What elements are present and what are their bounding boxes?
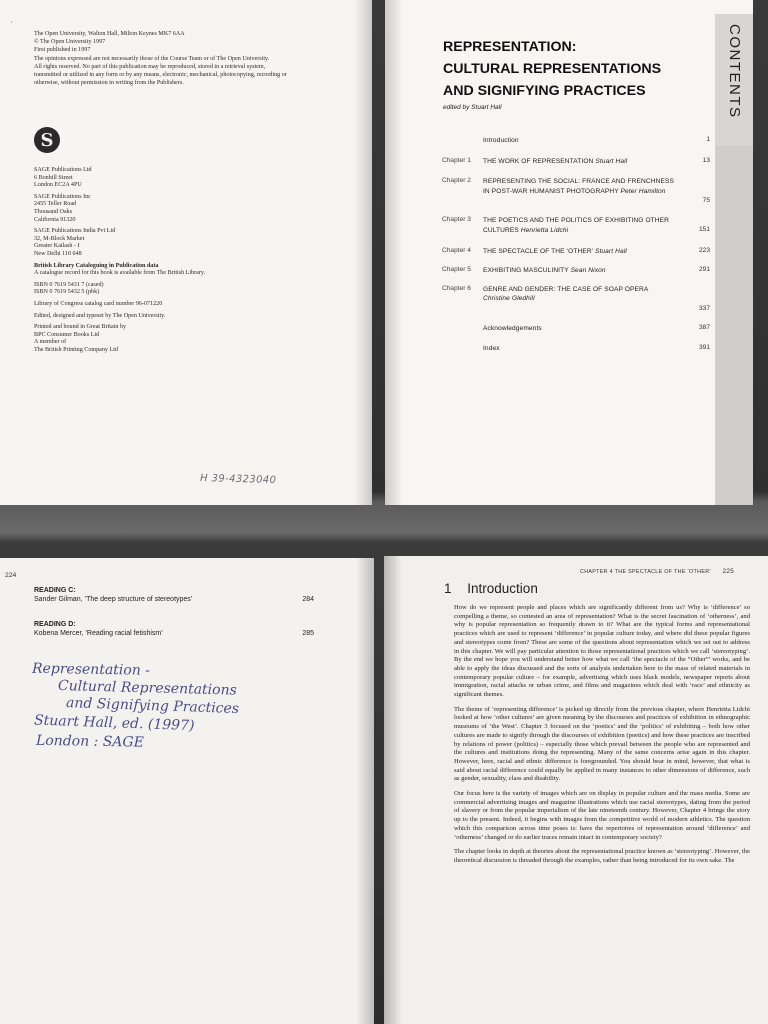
book-title bbox=[443, 36, 713, 102]
body-text bbox=[454, 604, 750, 872]
toc-entry bbox=[442, 136, 710, 146]
printed-line: BPC Consumer Books Ltd bbox=[34, 331, 100, 338]
toc-chapter-label: Chapter 6 bbox=[442, 284, 471, 292]
section-title: Introduction bbox=[467, 581, 538, 596]
publisher-block bbox=[34, 167, 294, 354]
imprint-line: All rights reserved. No part of this publication may be reproduced, stored in a retrieval system, transmitted or utilized in any form or by any means, electronic, mechanical, photocopying, recording or otherwise, without permission in writing from the Publishers. bbox=[34, 63, 287, 87]
toc-title bbox=[483, 285, 680, 304]
address-line: London EC2A 4PU bbox=[34, 182, 82, 189]
toc-page-number: 391 bbox=[698, 344, 710, 352]
contents-side-label: CONTENTS bbox=[726, 24, 743, 119]
address-line: 32, M-Block Market bbox=[34, 235, 85, 242]
toc-author: Peter Hamilton bbox=[620, 187, 666, 195]
printed-line: Printed and bound in Great Britain by bbox=[34, 324, 127, 331]
sage-logo-icon: S bbox=[34, 127, 60, 153]
imprint-line: The Open University, Walton Hall, Milton Keynes MK7 6AA bbox=[34, 31, 185, 37]
reading-title: Sander Gilman, ‘The deep structure of stereotypes’ bbox=[34, 596, 193, 603]
toc-title bbox=[483, 216, 680, 235]
toc-page-number: 151 bbox=[698, 226, 710, 234]
imprint-block bbox=[34, 30, 292, 87]
printed-line: The British Printing Company Ltd bbox=[34, 346, 118, 353]
address-line: SAGE Publications Inc bbox=[34, 193, 91, 200]
address-line: California 91320 bbox=[34, 216, 76, 223]
page-number: 225 bbox=[722, 568, 735, 575]
toc-author: Henrietta Lidchi bbox=[520, 226, 569, 234]
toc-entry bbox=[442, 324, 710, 334]
handwritten-line: Cultural Representations bbox=[57, 677, 237, 699]
gutter-shadow bbox=[385, 0, 403, 505]
cip-heading: British Library Cataloguing in Publication data bbox=[34, 262, 159, 269]
cip-text: A catalogue record for this book is available from The British Library. bbox=[34, 270, 206, 277]
toc-entry bbox=[442, 344, 710, 354]
handwritten-line: Stuart Hall, ed. (1997) bbox=[33, 712, 195, 735]
toc-chapter-label: Chapter 5 bbox=[442, 265, 471, 273]
address-line: Greater Kailash - I bbox=[34, 243, 80, 250]
running-head bbox=[580, 568, 734, 575]
page-number: 224 bbox=[5, 572, 17, 579]
gutter-shadow bbox=[356, 558, 374, 1024]
toc-entry bbox=[442, 177, 710, 204]
gutter-shadow bbox=[354, 0, 372, 505]
publisher-address-uk bbox=[34, 167, 294, 190]
toc-title-text: Introduction bbox=[483, 137, 519, 144]
paragraph: The chapter looks in depth at theories about the representational practice known as ‘stereotyping’. However, the theoretical discussion is threaded through the examples, rather than being introduced for its own sake. The bbox=[454, 848, 750, 864]
toc-title-text: Acknowledgements bbox=[483, 324, 542, 332]
toc-page-number: 13 bbox=[702, 156, 710, 164]
toc-page-number: 1 bbox=[706, 136, 710, 143]
paragraph: The theme of ‘representing difference’ is picked up directly from the previous chapter, where Henrietta Lidchi looked at how ‘other cultures’ are given meaning by the discourses and practices of exhibition in ethnographic museums of ‘the West’. Chapter 3 focused on the ‘poetics’ and the ‘politics’ of exhibiting – both how other cultures are made to signify through the discourses of exhibition (poetics) and how these practices are inscribed by relations of power (politics) – especially those which prevail between the people who are represented and the cultures and institutions doing the representing. Many of the same concerns arise again in this chapter. However, here, racial and ethnic difference is foregrounded. You should bear in mind, however, that what is said about racial difference could equally be applied in many instances to other dimensions of difference, such as gender, sexuality, class and disability. bbox=[454, 705, 750, 783]
toc-title bbox=[483, 247, 680, 257]
publisher-address-india bbox=[34, 228, 294, 258]
reading-title: Kobena Mercer, ‘Reading racial fetishism’ bbox=[34, 630, 163, 637]
toc-title bbox=[483, 324, 680, 334]
toc-chapter-label: Chapter 1 bbox=[442, 156, 471, 164]
toc-title-text: THE POETICS AND THE POLITICS OF EXHIBITING OTHER CULTURES bbox=[483, 217, 670, 234]
toc-page-number: 75 bbox=[702, 197, 710, 205]
toc-author: Stuart Hall bbox=[595, 157, 628, 165]
toc-title bbox=[483, 344, 680, 354]
reading-page: 285 bbox=[302, 630, 314, 637]
toc-page-number: 387 bbox=[698, 323, 710, 331]
toc-page-number: 223 bbox=[698, 247, 710, 255]
toc-page-number: 337 bbox=[698, 304, 710, 312]
loc-number: Library of Congress catalog card number 96-071220 bbox=[34, 300, 163, 307]
toc-author: Sean Nixon bbox=[570, 266, 606, 274]
contents-page bbox=[385, 0, 753, 505]
editor-credit: edited by Stuart Hall bbox=[443, 104, 502, 111]
isbn-pbk: ISBN 0 7619 5432 5 (pbk) bbox=[34, 289, 100, 296]
imprint-line: © The Open University 1997 bbox=[34, 39, 106, 46]
section-heading bbox=[444, 581, 538, 596]
title-line: AND SIGNIFYING PRACTICES bbox=[443, 83, 646, 99]
toc-chapter-label: Chapter 2 bbox=[442, 177, 471, 185]
scan-mark: · bbox=[10, 18, 13, 27]
toc-entry bbox=[442, 216, 710, 235]
toc-chapter-label: Chapter 3 bbox=[442, 216, 471, 224]
contents-side-strip bbox=[715, 146, 753, 505]
reading-entry bbox=[34, 586, 314, 604]
address-line: 2455 Teller Road bbox=[34, 201, 77, 208]
toc-title-text: REPRESENTING THE SOCIAL: FRANCE AND FRENCHNESS IN POST-WAR HUMANIST PHOTOGRAPHY bbox=[483, 178, 674, 195]
publisher-address-us bbox=[34, 194, 294, 224]
imprint-page bbox=[0, 0, 372, 505]
reading-heading: READING D: bbox=[34, 621, 76, 628]
address-line: New Delhi 110 048 bbox=[34, 250, 82, 257]
title-line: REPRESENTATION: bbox=[443, 39, 577, 55]
address-line: SAGE Publications Ltd bbox=[34, 167, 92, 173]
imprint-line: The opinions expressed are not necessarily those of the Course Team or of The Open University. bbox=[34, 55, 270, 62]
toc-title-text: Index bbox=[483, 345, 500, 353]
edited-note: Edited, designed and typeset by The Open University. bbox=[34, 312, 166, 319]
toc-title-text: THE WORK OF REPRESENTATION bbox=[483, 157, 594, 165]
printed-line: A member of bbox=[34, 339, 67, 346]
toc-page-number: 291 bbox=[698, 265, 710, 273]
running-head-title: CHAPTER 4 THE SPECTACLE OF THE ‘OTHER’ bbox=[580, 569, 711, 575]
toc-author: Christine Gledhill bbox=[483, 295, 535, 303]
gutter-shadow bbox=[384, 556, 402, 1024]
handwritten-citation bbox=[32, 662, 292, 752]
reading-entry bbox=[34, 620, 314, 638]
reading-heading: READING C: bbox=[34, 587, 76, 594]
handwritten-line: and Signifying Practices bbox=[65, 695, 240, 718]
toc-title bbox=[483, 157, 680, 167]
imprint-line: First published in 1997 bbox=[34, 47, 91, 54]
address-line: SAGE Publications India Pvt Ltd bbox=[34, 228, 116, 235]
address-line: 6 Bonhill Street bbox=[34, 174, 73, 181]
toc-entry bbox=[442, 266, 710, 276]
paragraph: Our focus here is the variety of images which are on display in popular culture and the mass media. Some are commercial advertising images and magazine illustrations which use racial stereotypes, dating from the period of slavery or from the popular imperialism of the late nineteenth century. However, Chapter 4 brings the story up to the present. Indeed, it begins with images from the competitive world of modern athletics. The question which this comparison across time poses is: have the repertoires of representation around ‘difference’ and ‘otherness’ changed or do earlier traces remain intact in contemporary society? bbox=[454, 790, 750, 841]
address-line: Thousand Oaks bbox=[34, 208, 73, 215]
toc-title-text: GENRE AND GENDER: THE CASE OF SOAP OPERA bbox=[483, 285, 649, 293]
paragraph: How do we represent people and places which are significantly different from us? Why is ‘difference’ so compelling a theme, so contested an area of representation? What is the secret fascination of ‘otherness’, and why is popular representation so frequently drawn to it? What are the typical forms and representational practices which are used to represent ‘difference’ in popular culture today, and where did these popular figures and stereotypes come from? These are some of the questions about representation which we set out to address in this chapter. We will pay particular attention to those representational practices which we call ‘stereotyping’. By the end we hope you will understand better how what we call ‘the spectacle of the “Other”’ works, and be able to apply the ideas discussed and the sorts of analysis undertaken here to the mass of related materials in contemporary popular culture – for example, advertising which uses black models, newspaper reports about immigration, racial attacks or urban crime, and films and magazines which deal with ‘race’ and ethnicity as significant themes. bbox=[454, 604, 750, 699]
title-line: CULTURAL REPRESENTATIONS bbox=[443, 61, 662, 77]
toc-title bbox=[483, 177, 680, 196]
toc-chapter-label: Chapter 4 bbox=[442, 247, 471, 255]
isbn-cased: ISBN 0 7619 5431 7 (cased) bbox=[34, 281, 104, 288]
section-number: 1 bbox=[444, 581, 452, 596]
toc-title bbox=[483, 136, 680, 146]
toc-title-text: EXHIBITING MASCULINITY bbox=[483, 266, 569, 274]
toc-entry bbox=[442, 157, 710, 167]
toc-author: Stuart Hall bbox=[594, 248, 627, 256]
handwritten-isbn: H 39-4323040 bbox=[199, 473, 277, 486]
handwritten-line: Representation - bbox=[31, 660, 151, 679]
toc-title bbox=[483, 266, 680, 276]
toc-entry bbox=[442, 285, 710, 312]
introduction-page bbox=[384, 556, 768, 1024]
reading-list-page bbox=[0, 558, 374, 1024]
toc-title-text: THE SPECTACLE OF THE ‘OTHER’ bbox=[483, 248, 594, 256]
handwritten-line: London : SAGE bbox=[35, 732, 145, 751]
toc-entry bbox=[442, 247, 710, 257]
table-of-contents bbox=[442, 136, 710, 354]
reading-page: 284 bbox=[302, 596, 314, 603]
